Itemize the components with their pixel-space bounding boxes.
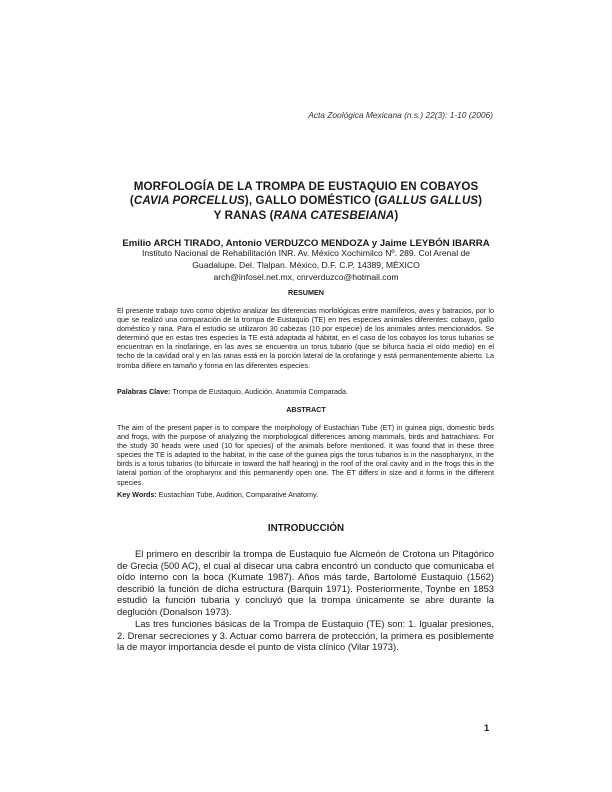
abstract-text: The aim of the present paper is to compare the morphology of Eustachian Tube (ET) in guinea pigs, domestic birds and frogs, with the purpose of analyzing the morphological differences among mammals, birds and batrachians. For the study 30 heads were used (10 for species) of the animals before mentioned. It was found that in these three species the TE is adapted to the habitat, in the case of the guinea pigs the torus tubarios is in the nasopharynx, in the birds is a torus tubarios (to bifurcate in toward the half hearing) in the roof of the oral cavity and in the frogs this in the lateral portion of the oropharynx and this permanently open one. The ET differs in size and it forms in the different species. bbox=[117, 423, 494, 487]
species-cavia: CAVIA PORCELLUS bbox=[133, 194, 245, 208]
species-gallus: GALLUS GALLUS bbox=[378, 194, 479, 208]
journal-reference: Acta Zoológica Mexicana (n.s.) 22(3): 1-10 (2006) bbox=[308, 110, 493, 120]
intro-paragraph-2: Las tres funciones básicas de la Trompa de Eustaquio (TE) son: 1. Igualar presiones, 2. Drenar secreciones y 3. Actuar como barrera de protección, la primera es posiblemente la de mayor importancia desde el punto de vista clínico (Vilar 1973). bbox=[117, 618, 494, 653]
keywords-values: Eustachian Tube, Audition, Comparative Anatomy. bbox=[156, 490, 319, 499]
title-line-2 bbox=[110, 194, 502, 208]
title-paren: ) bbox=[394, 208, 399, 222]
resumen-heading: RESUMEN bbox=[288, 288, 324, 297]
intro-paragraph-1: El primero en describir la trompa de Eustaquio fue Alcmeón de Crotona un Pitagórico de Grecia (500 AC), el cual al disecar una cabra encontró un conducto que comunicaba el oído interno con la boca (Kumate 1987). Años más tarde, Bartolomé Eustaquio (1562) describió la función de dicha estructura (Barquin 1971). Posteriormente, Toynbe en 1853 estudió la función tubaria y concluyó que la trompa únicamente se abre durante la deglución (Donalson 1973). bbox=[117, 548, 494, 617]
title-line-1: MORFOLOGÍA DE LA TROMPA DE EUSTAQUIO EN COBAYOS bbox=[133, 180, 479, 193]
title-line-3 bbox=[110, 209, 502, 223]
page-number: 1 bbox=[484, 722, 490, 733]
title-paren: ( bbox=[129, 194, 134, 208]
affiliation-emails[interactable]: arch@infosel.net.mx, cnrverduzco@hotmail.com bbox=[213, 272, 399, 283]
species-rana: RANA CATESBEIANA bbox=[273, 208, 395, 222]
authors: Emilio ARCH TIRADO, Antonio VERDUZCO MENDOZA y Jaime LEYBÓN IBARRA bbox=[122, 238, 490, 249]
introduccion-heading: INTRODUCCIÓN bbox=[267, 523, 345, 534]
keywords-label: Key Words: bbox=[117, 490, 157, 499]
affiliation-line-2: Guadalupe. Del. Tlalpan. México, D.F. C.P. 14389, MÉXICO bbox=[192, 260, 420, 271]
title-ranas: Y RANAS ( bbox=[213, 208, 274, 222]
resumen-keywords bbox=[117, 387, 494, 396]
affiliation-line-1: Instituto Nacional de Rehabilitación INR. Av. México Xochimilco Nº. 289. Col Arenal de bbox=[141, 248, 471, 258]
title-mid: ), GALLO DOMÉSTICO ( bbox=[244, 194, 379, 208]
resumen-text: El presente trabajo tuvo como objetivo analizar las diferencias morfológicas entre mamíferos, aves y batracios, por lo que se realizó una comparación de la trompa de Eustaquio (TE) en tres especies animales diferentes: cobayo, gallo doméstico y rana. Para el estudio se utilizaron 30 cabezas (10 por especie) de los animales antes mencionados. Se determinó que en estas tres especies la TE está adaptada al hábitat, en el caso de los cobayos los torus tubarios se encuentran en la rinofaringe, en las aves se encuentra un torus tubario (que se bifurca hacia el oído medio) en el techo de la cavidad oral y en las ranas está en la porción lateral de la orofaringe y está permanentemente abierto. La tromba difiere en tamaño y forma en las diferentes especies. bbox=[117, 306, 494, 370]
abstract-keywords bbox=[117, 490, 494, 499]
keywords-values: Trompa de Eustaquio, Audición, Anatomía Comparada. bbox=[170, 387, 348, 396]
keywords-label: Palabras Clave: bbox=[117, 387, 171, 396]
abstract-heading: ABSTRACT bbox=[286, 405, 326, 414]
affiliation bbox=[120, 247, 492, 284]
paper-title bbox=[110, 180, 502, 223]
title-paren: ) bbox=[478, 194, 483, 208]
